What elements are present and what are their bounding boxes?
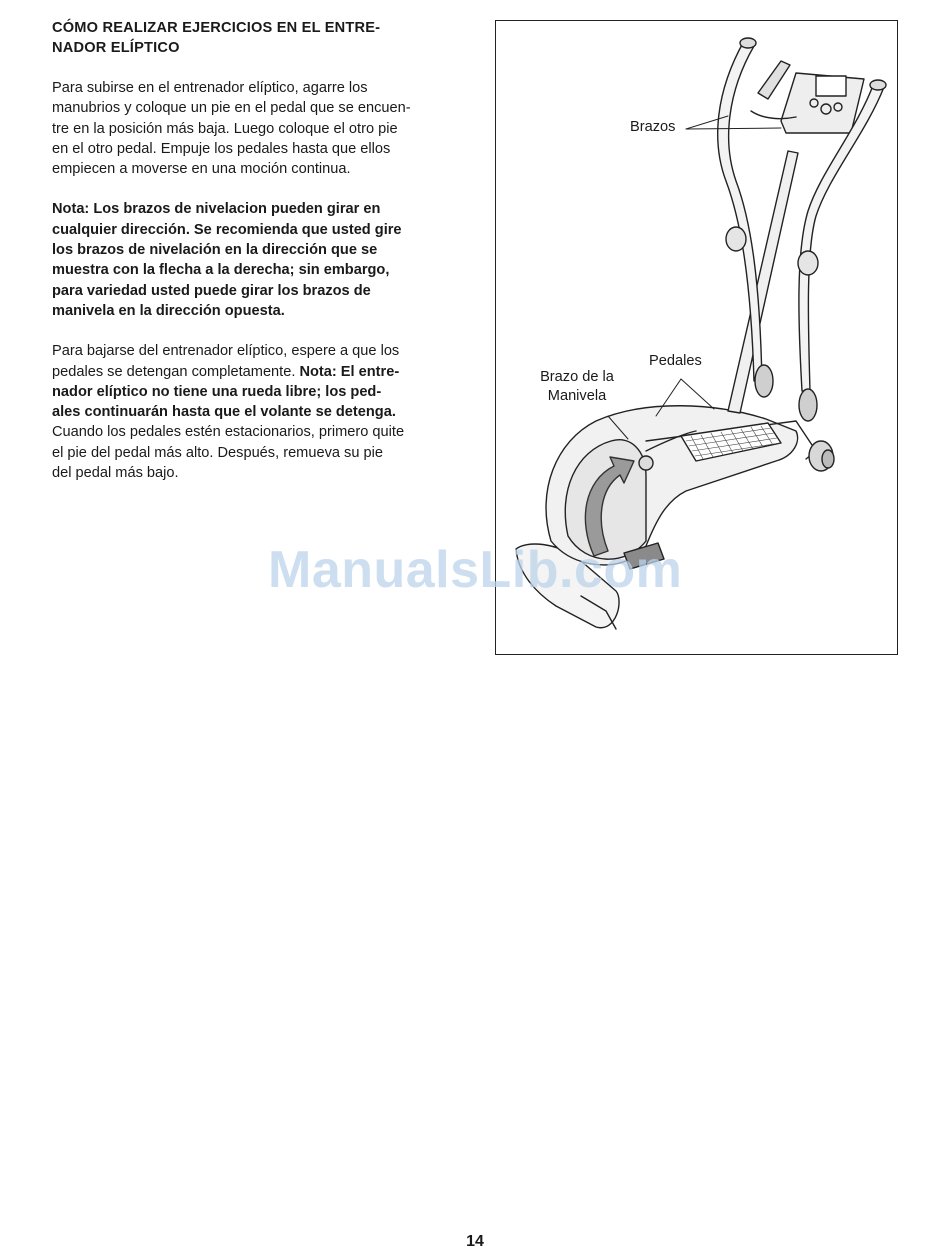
text-line: en el otro pedal. Empuje los pedales hasta que ellos (52, 140, 391, 157)
text-span: pedales se detengan completamente. (52, 363, 300, 380)
text-line: Cuando los pedales estén estacionarios, primero quite (52, 424, 405, 441)
text-line: tre en la posición más baja. Luego coloque el otro pie (52, 120, 398, 137)
text-column (52, 18, 470, 503)
text-line: el pie del pedal más alto. Después, remueva su pie (52, 444, 383, 461)
text-line: Para subirse en el entrenador elíptico, agarre los (52, 80, 368, 96)
paragraph-note (52, 199, 470, 321)
text-line: manubrios y coloque un pie en el pedal que se encuen- (52, 100, 411, 117)
label-brazos: Brazos (630, 119, 676, 135)
page-number: 14 (466, 1233, 484, 1250)
bold-span: ales continuarán hasta que el volante se detenga. (52, 404, 396, 421)
bold-span: nador elíptico no tiene una rueda libre; los ped- (52, 383, 382, 400)
text-line: del pedal más bajo. (52, 465, 179, 482)
text-line (52, 362, 470, 382)
section-heading (52, 18, 470, 58)
label-line: Manivela (547, 388, 607, 404)
watermark: ManualsLib.com (268, 541, 683, 599)
text-line: Para bajarse del entrenador elíptico, espere a que los (52, 343, 400, 360)
heading-line: CÓMO REALIZAR EJERCICIOS EN EL ENTRE- (52, 20, 381, 36)
bold-span: Nota: El entre- (299, 363, 400, 380)
paragraph-mounting (52, 78, 470, 179)
text-line (52, 402, 470, 422)
heading-line: NADOR ELÍPTICO (52, 40, 180, 56)
text-line: empiecen a moverse en una moción continua. (52, 161, 351, 178)
text-line: para variedad usted puede girar los brazos de (52, 282, 371, 299)
text-line (52, 382, 470, 402)
paragraph-dismounting (52, 341, 470, 483)
label-pedales: Pedales (649, 353, 702, 369)
text-line: cualquier dirección. Se recomienda que usted gire (52, 221, 402, 238)
label-line: Brazo de la (540, 369, 614, 385)
text-line: muestra con la flecha a la derecha; sin embargo, (52, 262, 390, 279)
text-line: los brazos de nivelación en la dirección que se (52, 242, 378, 259)
text-line: manivela en la dirección opuesta. (52, 302, 285, 319)
label-brazo-manivela (532, 368, 622, 406)
text-line: Nota: Los brazos de nivelacion pueden girar en (52, 201, 381, 218)
